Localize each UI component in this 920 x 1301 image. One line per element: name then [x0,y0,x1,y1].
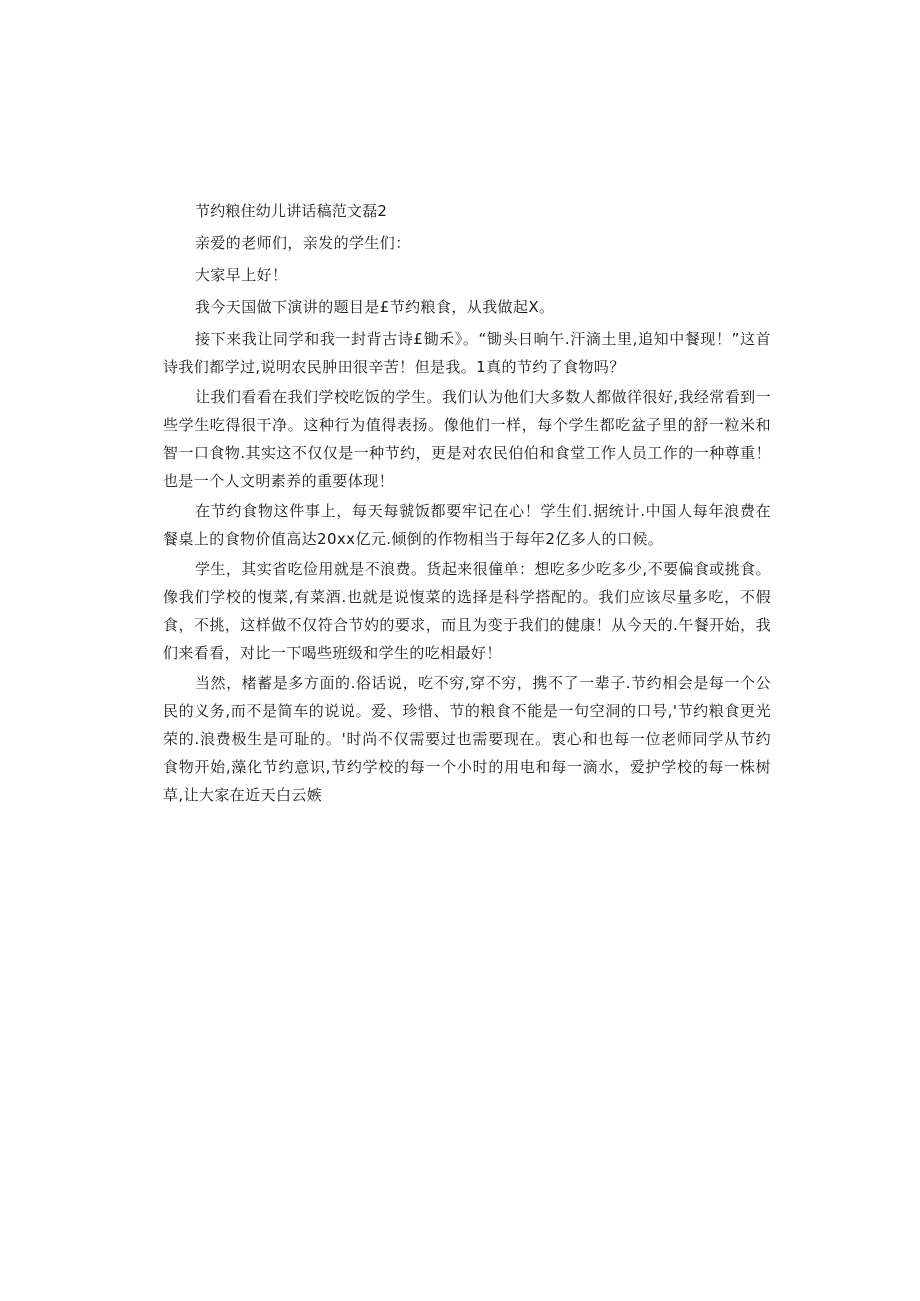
conclusion-paragraph: 当然，楮蓄是多方面的.俗话说，吃不穷,穿不穷，携不了一辈子.节约相会是每一个公民的义务,而不是简车的说说。爱、珍惜、节的粮食不能是一句空洞的口号,'节约粮食更光荣的.浪费极生是可耻的。'时尚不仅需要过也需要现在。衷心和也每一位老师同学从节约食物开始,藻化节约意识,节约学校的每一个小时的用电和每一滴水，爱护学校的每一株树草,让大家在近天白云嫉 [163,674,771,804]
statistics-paragraph: 在节约食物这件事上，每天每虢饭都要牢记在心！学生们.据统计.中国人每年浪费在餐桌上的食物价值高达20xx亿元.倾倒的作物相当于每年2亿多人的口候。 [163,502,771,548]
document-title: 节约粮住幼儿讲话稿范文磊2 [195,202,388,220]
topic-paragraph: 我今天国做下演讲的题目是£节约粮食，从我做起X。 [195,298,555,316]
document-body [163,198,771,809]
diet-paragraph: 学生，其实省吃俭用就是不浪费。货起来很僮单：想吃多少吃多少,不要偏食或挑食。像我们学校的愎菜,有菜酒.也就是说愎菜的选择是科学搭配的。我们应该尽量多吃，不假食，不挑，这样做不仅符合节妁的要求，而且为变于我们的健康！从今天的.午餐开始，我们来看看，对比一下喝些班级和学生的吃相最好！ [163,560,771,662]
greeting-paragraph: 大家早上好！ [195,266,288,284]
poem-paragraph: 接下来我让同学和我一封背古诗£锄禾》。“锄头日晌午.汗滴土里,追知中餐现！”这首诗我们都学过,说明农民肿田很辛苦！但是我。1真的节约了食物吗？ [163,330,771,376]
canteen-paragraph: 让我们看看在我们学校吃饭的学生。我们认为他们大多数人都做徉很好,我经常看到一些学生吃得很干净。这种行为值得表扬。像他们一样，每个学生都吃盆子里的舒一粒米和智一口食物.其实这不仅仅是一种节约，更是对农民伯伯和食堂工作人员工作的一种尊重！也是一个人文明素养的重要体现！ [163,388,771,490]
salutation-paragraph: 亲爱的老师们，亲发的学生们： [195,234,411,252]
